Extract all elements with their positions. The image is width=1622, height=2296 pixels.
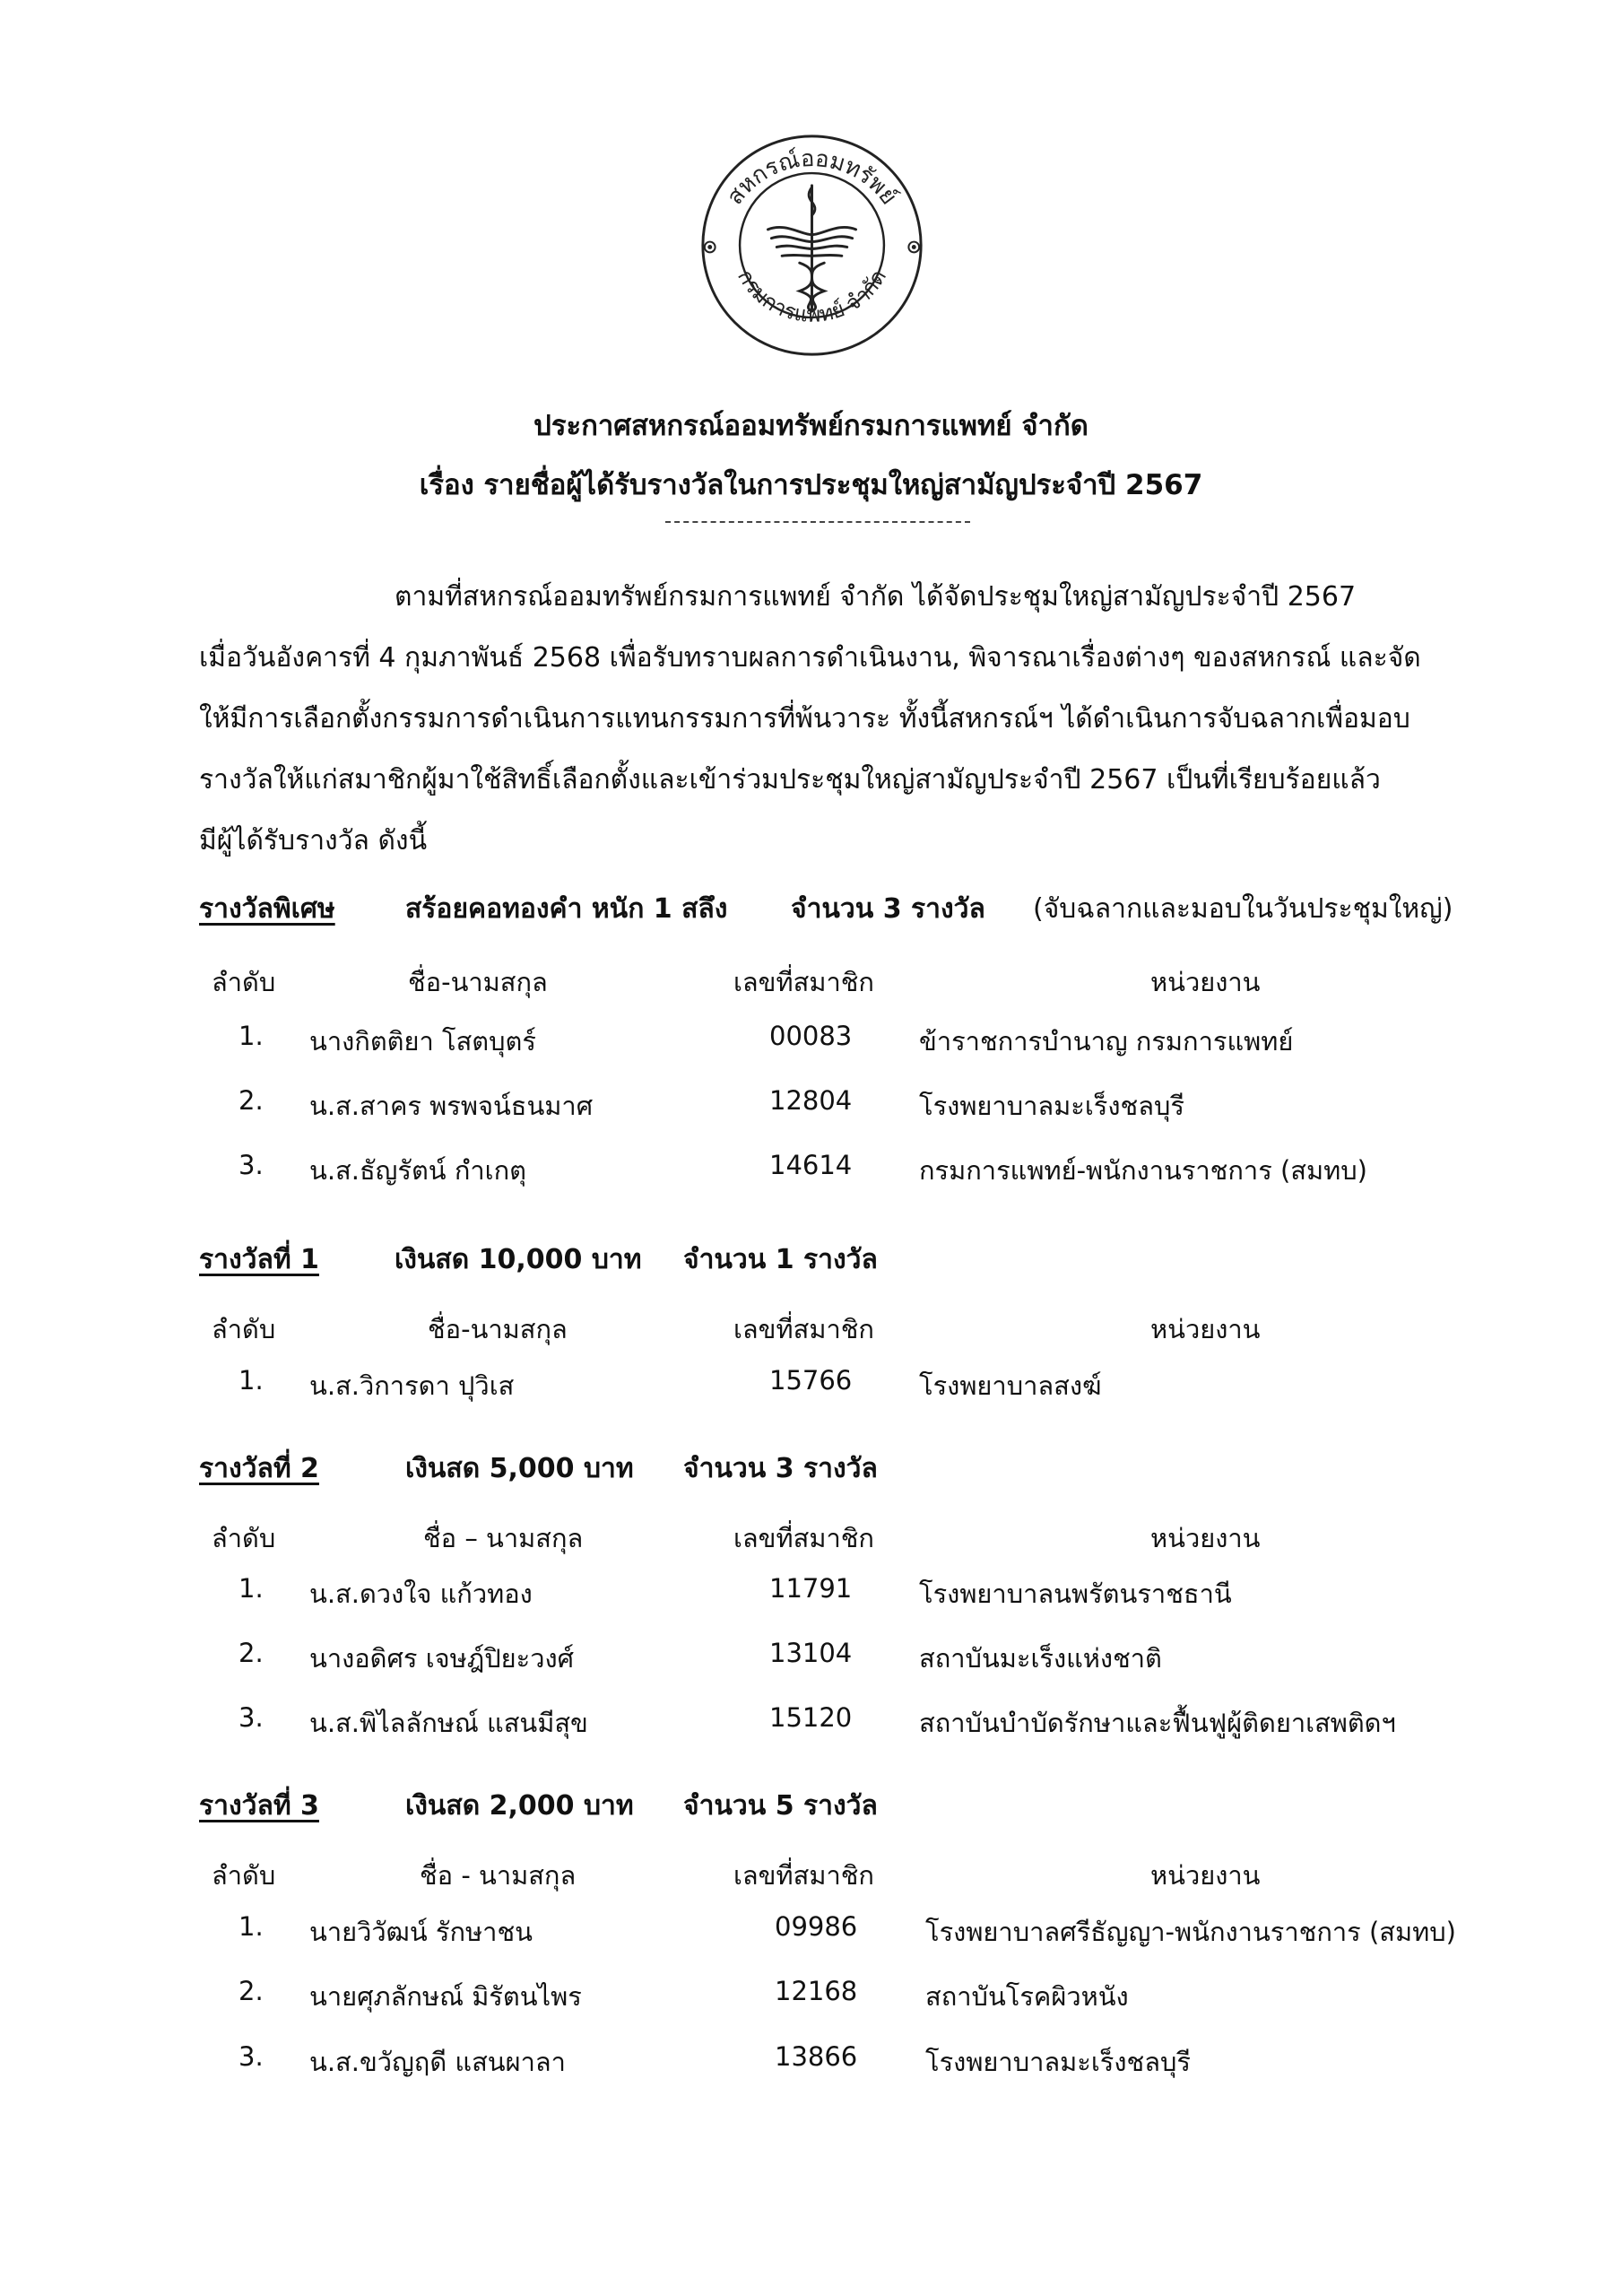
row-no: 3. (239, 2041, 264, 2072)
prize-item: เงินสด 10,000 บาท (395, 1244, 642, 1275)
row-name: น.ส.สาคร พรพจน์ธนมาศ (309, 1091, 594, 1121)
row-name: นางอดิศร เจษฎ์ปิยะวงศ์ (309, 1643, 575, 1674)
header-agency: หน่วยงาน (1150, 967, 1261, 997)
intro-line: ตามที่สหกรณ์ออมทรัพย์กรมการแพทย์ จำกัด ได้จัดประชุมใหญ่สามัญประจำปี 2567 (395, 581, 1357, 613)
cooperative-seal-logo (698, 131, 926, 360)
header-no: ลำดับ (212, 1314, 276, 1344)
intro-line: ให้มีการเลือกตั้งกรรมการดำเนินการแทนกรรมการที่พ้นวาระ ทั้งนี้สหกรณ์ฯ ได้ดำเนินการจับฉลากเพื่อมอบ (199, 703, 1410, 735)
row-agency: สถาบันมะเร็งแห่งชาติ (919, 1643, 1162, 1674)
header-name: ชื่อ - นามสกุล (420, 1860, 577, 1891)
row-name: นายวิวัฒน์ รักษาชน (309, 1917, 533, 1947)
row-no: 1. (239, 1021, 264, 1051)
row-name: นางกิตติยา โสตบุตร์ (309, 1026, 536, 1057)
prize-item: เงินสด 5,000 บาท (405, 1453, 634, 1484)
header-member-no: เลขที่สมาชิก (733, 1860, 874, 1891)
prize-count: จำนวน 3 รางวัล (791, 893, 985, 925)
prize-note: (จับฉลากและมอบในวันประชุมใหญ่) (1033, 893, 1453, 925)
row-agency: สถาบันโรคผิวหนัง (925, 1981, 1129, 2012)
row-member-no: 15120 (769, 1702, 853, 1733)
prize-count: จำนวน 5 รางวัล (683, 1790, 878, 1822)
svg-text:สหกรณ์ออมทรัพย์: สหกรณ์ออมทรัพย์ (721, 145, 903, 211)
prize-label: รางวัลที่ 1 (199, 1244, 319, 1275)
row-name: นายศุภลักษณ์ มิรัตนไพร (309, 1981, 582, 2012)
row-member-no: 15766 (769, 1365, 853, 1396)
header-member-no: เลขที่สมาชิก (733, 1314, 874, 1344)
row-no: 2. (239, 1085, 264, 1116)
row-name: น.ส.วิการดา ปุวิเส (309, 1370, 515, 1401)
header-no: ลำดับ (212, 1523, 276, 1553)
header-member-no: เลขที่สมาชิก (733, 967, 874, 997)
prize-label: รางวัลพิเศษ (199, 893, 335, 925)
row-name: น.ส.ดวงใจ แก้วทอง (309, 1578, 533, 1609)
announcement-title: ประกาศสหกรณ์ออมทรัพย์กรมการแพทย์ จำกัด (533, 410, 1089, 442)
row-member-no: 14614 (769, 1150, 853, 1180)
row-name: น.ส.ธัญรัตน์ กำเกตุ (309, 1155, 526, 1186)
header-member-no: เลขที่สมาชิก (733, 1523, 874, 1553)
header-name: ชื่อ-นามสกุล (408, 967, 548, 997)
row-agency: โรงพยาบาลสงฆ์ (919, 1370, 1102, 1401)
row-member-no: 12804 (769, 1085, 853, 1116)
row-agency: กรมการแพทย์-พนักงานราชการ (สมทบ) (919, 1155, 1367, 1186)
intro-line: เมื่อวันอังคารที่ 4 กุมภาพันธ์ 2568 เพื่อรับทราบผลการดำเนินงาน, พิจารณาเรื่องต่างๆ ของสหกรณ์ และจัด (199, 642, 1421, 674)
header-name: ชื่อ-นามสกุล (428, 1314, 568, 1344)
header-no: ลำดับ (212, 967, 276, 997)
row-member-no: 13104 (769, 1638, 853, 1668)
row-agency: โรงพยาบาลศรีธัญญา-พนักงานราชการ (สมทบ) (925, 1917, 1456, 1947)
row-member-no: 00083 (769, 1021, 853, 1051)
prize-label: รางวัลที่ 2 (199, 1453, 319, 1484)
row-no: 2. (239, 1638, 264, 1668)
row-agency: โรงพยาบาลมะเร็งชลบุรี (925, 2047, 1191, 2077)
header-agency: หน่วยงาน (1150, 1523, 1261, 1553)
announcement-subject: เรื่อง รายชื่อผู้ได้รับรางวัลในการประชุมใหญ่สามัญประจำปี 2567 (419, 469, 1203, 501)
row-name: น.ส.พิไลลักษณ์ แสนมีสุข (309, 1708, 588, 1738)
prize-item: เงินสด 2,000 บาท (405, 1790, 634, 1822)
intro-line: มีผู้ได้รับรางวัล ดังนี้ (199, 825, 428, 857)
row-no: 1. (239, 1365, 264, 1396)
header-no: ลำดับ (212, 1860, 276, 1891)
divider-line (665, 521, 970, 523)
svg-text:กรมการแพทย์ จำกัด: กรมการแพทย์ จำกัด (733, 265, 891, 327)
prize-count: จำนวน 3 รางวัล (683, 1453, 878, 1484)
row-agency: สถาบันบำบัดรักษาและฟื้นฟูผู้ติดยาเสพติดฯ (919, 1708, 1396, 1738)
prize-item: สร้อยคอทองคำ หนัก 1 สลึง (405, 893, 728, 925)
intro-line: รางวัลให้แก่สมาชิกผู้มาใช้สิทธิ์เลือกตั้งและเข้าร่วมประชุมใหญ่สามัญประจำปี 2567 เป็นที่เรียบร้อยแล้ว (199, 764, 1381, 796)
row-member-no: 12168 (775, 1976, 858, 2006)
row-member-no: 13866 (775, 2041, 858, 2072)
header-agency: หน่วยงาน (1150, 1314, 1261, 1344)
row-name: น.ส.ขวัญฤดี แสนผาลา (309, 2047, 566, 2077)
row-agency: ข้าราชการบำนาญ กรมการแพทย์ (919, 1026, 1294, 1057)
prize-label: รางวัลที่ 3 (199, 1790, 319, 1822)
row-agency: โรงพยาบาลมะเร็งชลบุรี (919, 1091, 1184, 1121)
header-agency: หน่วยงาน (1150, 1860, 1261, 1891)
row-member-no: 11791 (769, 1573, 853, 1604)
prize-count: จำนวน 1 รางวัล (683, 1244, 878, 1275)
row-no: 1. (239, 1573, 264, 1604)
row-member-no: 09986 (775, 1911, 858, 1942)
row-no: 3. (239, 1702, 264, 1733)
row-no: 2. (239, 1976, 264, 2006)
row-no: 1. (239, 1911, 264, 1942)
row-no: 3. (239, 1150, 264, 1180)
header-name: ชื่อ – นามสกุล (423, 1523, 584, 1553)
row-agency: โรงพยาบาลนพรัตนราชธานี (919, 1578, 1232, 1609)
